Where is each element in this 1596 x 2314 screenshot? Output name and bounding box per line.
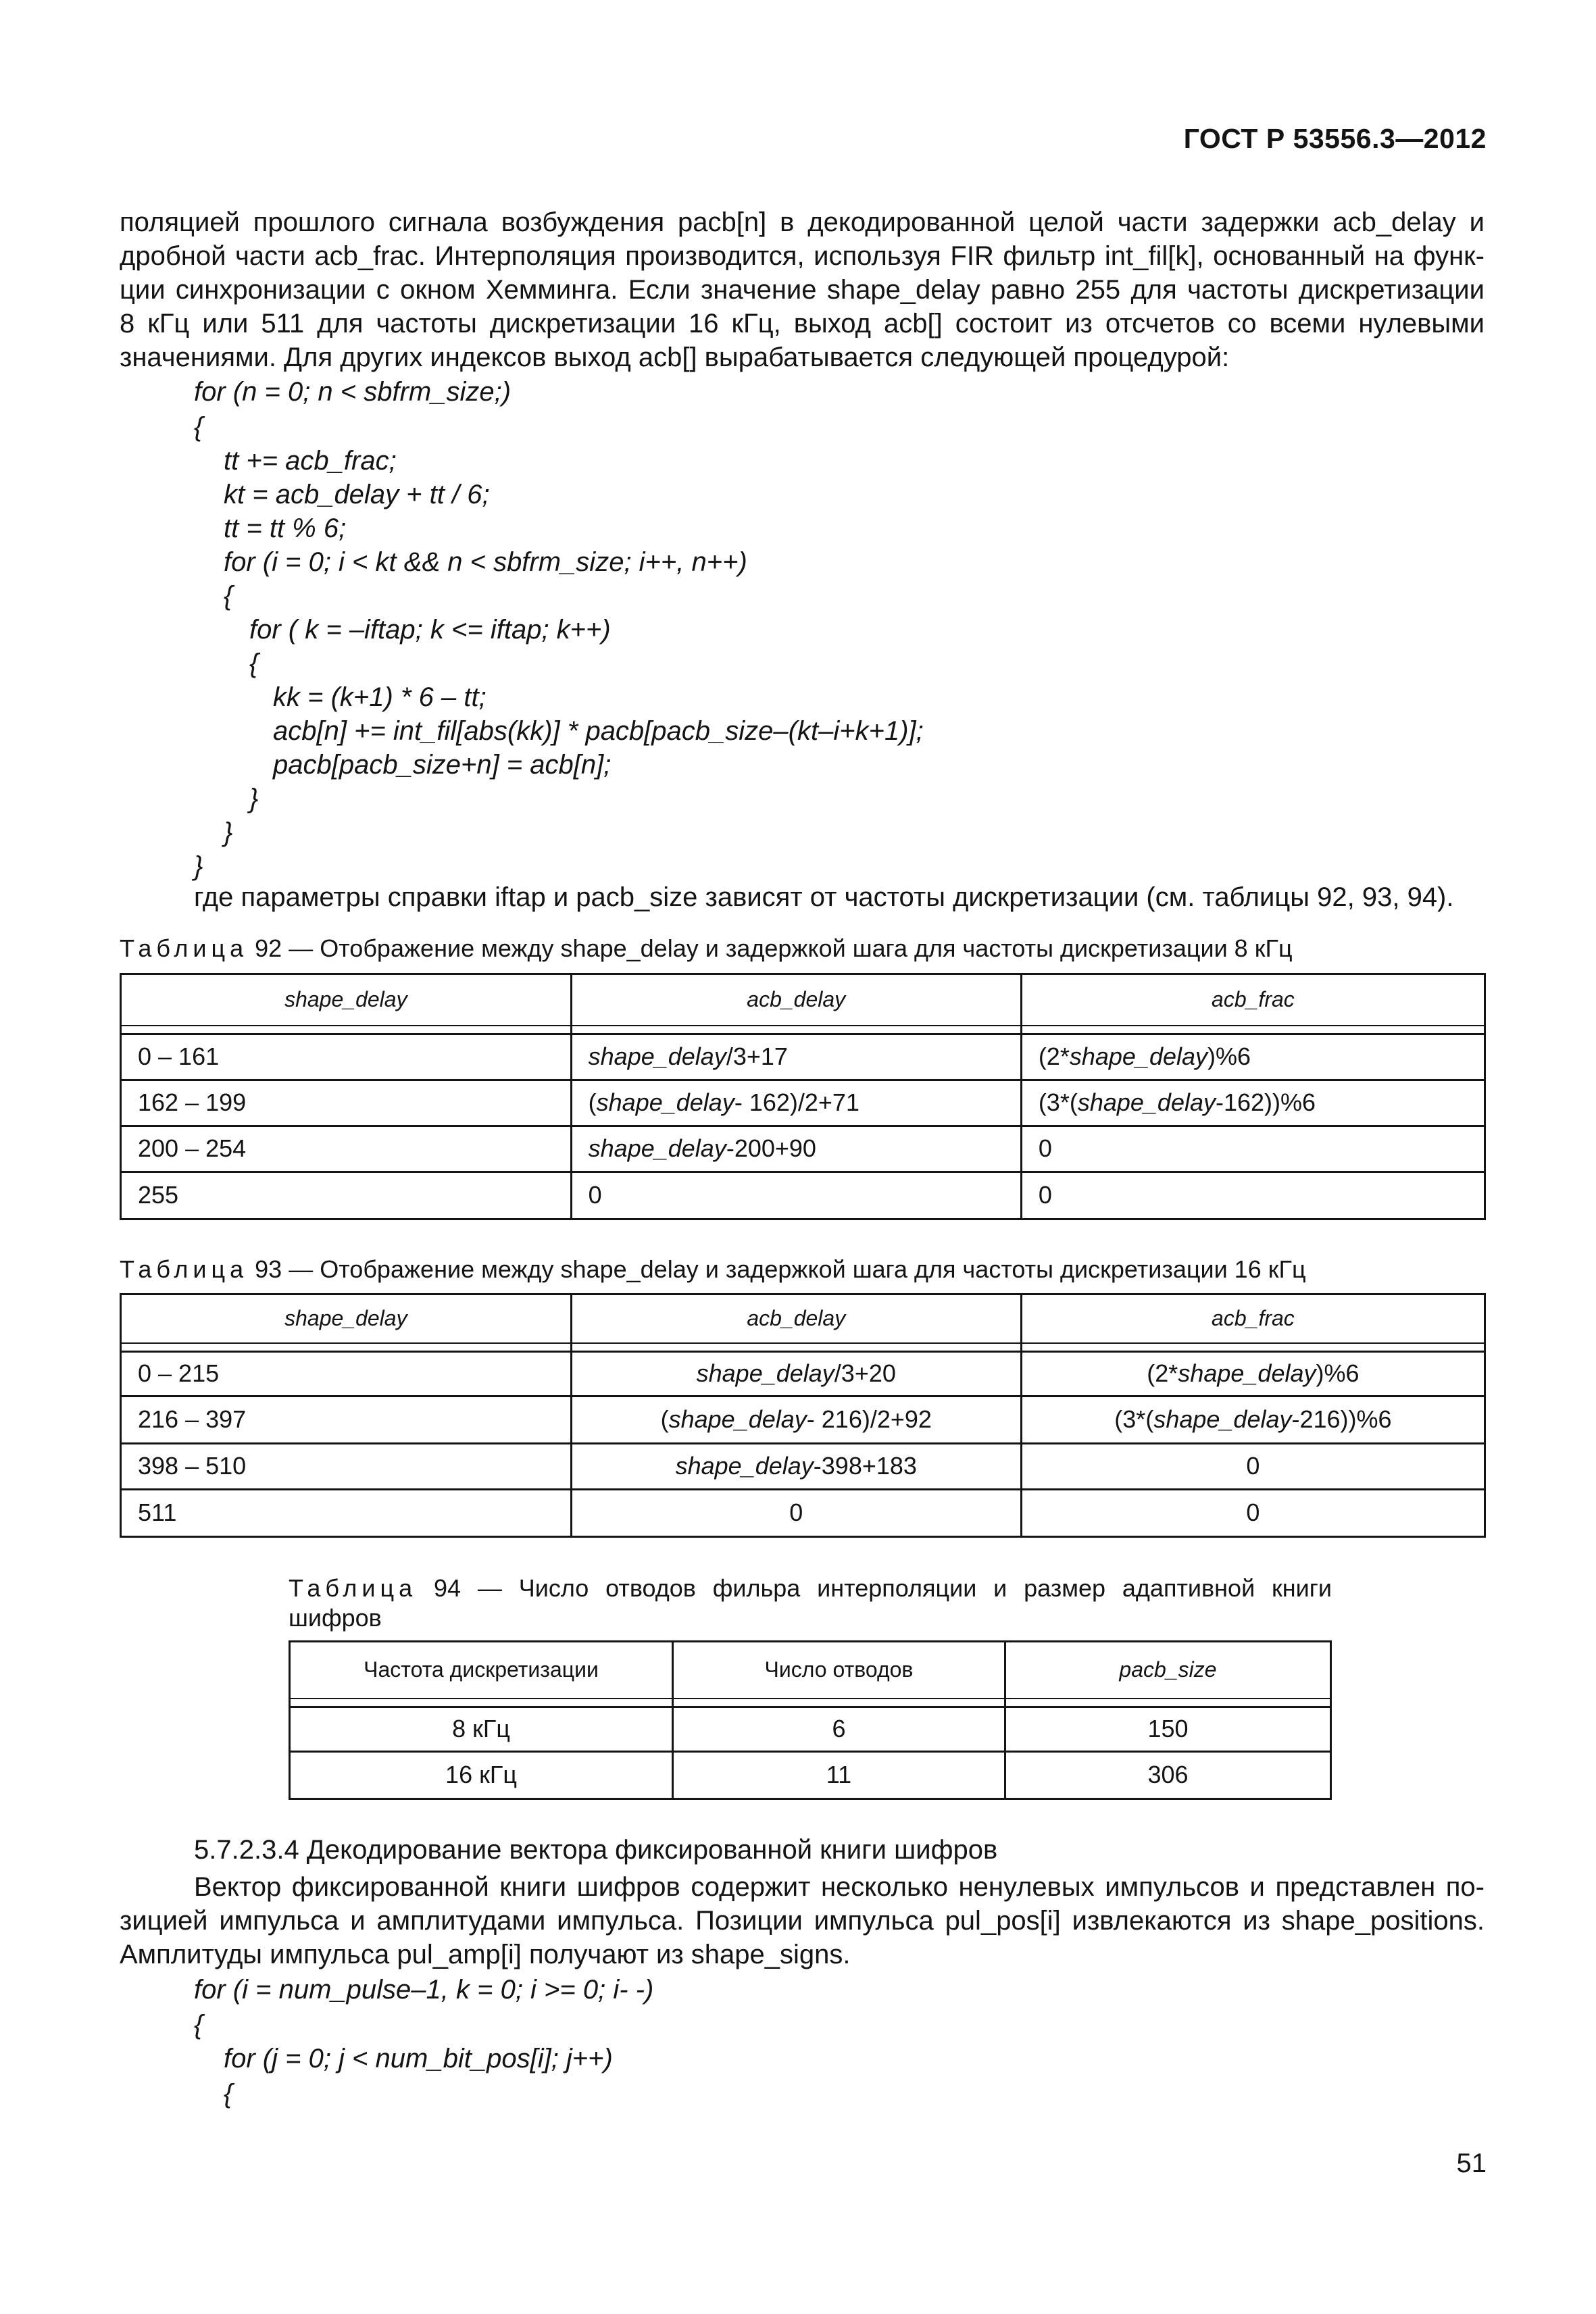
cell-var: shape_delay bbox=[1153, 1405, 1292, 1433]
cell-var: shape_delay bbox=[696, 1359, 834, 1387]
table-cell: 162 – 199 bbox=[121, 1080, 572, 1126]
table-93 bbox=[120, 1293, 1486, 1538]
cell-var: shape_delay bbox=[588, 1134, 726, 1162]
table-row bbox=[290, 1751, 1331, 1799]
caption-label: Таблица bbox=[120, 1255, 249, 1283]
code-line: } bbox=[224, 818, 233, 847]
intro-line: значениями. Для других индексов выход acb[] вырабатывается следующей процедурой: bbox=[120, 343, 1230, 372]
table-row bbox=[290, 1707, 1331, 1751]
intro-line: дробной части acb_frac. Интерполяция производится, используя FIR фильтр int_fil[k], основанный на функ- bbox=[120, 241, 1485, 271]
table-cell: 0 bbox=[1021, 1172, 1485, 1219]
table-cell: (shape_delay- 162)/2+71 bbox=[571, 1080, 1021, 1126]
table-row bbox=[121, 1443, 1485, 1489]
caption-label: Таблица bbox=[120, 934, 249, 962]
cell-var: shape_delay bbox=[675, 1452, 814, 1480]
code-line: acb[n] += int_fil[abs(kk)] * pacb[pacb_size–(kt–i+k+1)]; bbox=[273, 716, 924, 746]
code-line: tt = tt % 6; bbox=[224, 513, 347, 543]
table-cell: shape_delay/3+17 bbox=[571, 1034, 1021, 1080]
column-header: shape_delay bbox=[121, 1294, 572, 1343]
table-row bbox=[121, 1126, 1485, 1172]
table-cell: 0 bbox=[571, 1172, 1021, 1219]
code-line: for ( k = –iftap; k <= iftap; k++) bbox=[249, 615, 611, 645]
column-header: acb_frac bbox=[1021, 1294, 1485, 1343]
parameters-note: где параметры справки iftap и pacb_size зависят от частоты дискретизации (см. таблицы 92, 93, 94). bbox=[194, 882, 1454, 912]
column-header: shape_delay bbox=[121, 974, 572, 1026]
table-cell: 6 bbox=[673, 1707, 1005, 1751]
table-cell: 8 кГц bbox=[290, 1707, 673, 1751]
section-line: зицией импульса и амплитудами импульса. Позиции импульса pul_pos[i] извлекаются из shape_positions. bbox=[120, 1906, 1485, 1936]
table-cell: (2*shape_delay)%6 bbox=[1021, 1034, 1485, 1080]
caption-label: Таблица bbox=[289, 1574, 418, 1602]
table-cell: 150 bbox=[1005, 1707, 1330, 1751]
table-93-caption bbox=[120, 1255, 1306, 1284]
table-92 bbox=[120, 973, 1486, 1220]
document-header: ГОСТ Р 53556.3—2012 bbox=[1183, 123, 1487, 154]
table-cell: 11 bbox=[673, 1751, 1005, 1799]
table-row bbox=[121, 1080, 1485, 1126]
code-line: kt = acb_delay + tt / 6; bbox=[224, 480, 490, 509]
code-line: { bbox=[224, 581, 233, 611]
table-cell: 0 – 161 bbox=[121, 1034, 572, 1080]
section-heading: 5.7.2.3.4 Декодирование вектора фиксированной книги шифров bbox=[194, 1835, 998, 1865]
code-line: { bbox=[249, 649, 259, 678]
table-cell: 0 – 215 bbox=[121, 1351, 572, 1396]
column-header: acb_delay bbox=[571, 1294, 1021, 1343]
table-cell: 0 bbox=[1021, 1489, 1485, 1536]
table-row bbox=[121, 1396, 1485, 1443]
code-line: } bbox=[194, 851, 203, 881]
column-header: acb_frac bbox=[1021, 974, 1485, 1026]
intro-line: поляцией прошлого сигнала возбуждения pacb[n] в декодированной целой части задержки acb_delay и bbox=[120, 207, 1485, 237]
table-cell: (3*(shape_delay-216))%6 bbox=[1021, 1396, 1485, 1443]
table-cell: shape_delay-200+90 bbox=[571, 1126, 1021, 1172]
column-header: Частота дискретизации bbox=[290, 1642, 673, 1699]
column-header: Число отводов bbox=[673, 1642, 1005, 1699]
table-cell: (2*shape_delay)%6 bbox=[1021, 1351, 1485, 1396]
table-94-caption bbox=[289, 1574, 1332, 1603]
code-line: kk = (k+1) * 6 – tt; bbox=[273, 682, 487, 712]
code-line: { bbox=[224, 2079, 233, 2109]
caption-text: 92 — Отображение между shape_delay и задержкой шага для частоты дискретизации 8 кГц bbox=[248, 934, 1293, 962]
column-header: pacb_size bbox=[1005, 1642, 1330, 1699]
cell-var: shape_delay bbox=[588, 1042, 726, 1070]
cell-var: shape_delay bbox=[668, 1405, 807, 1433]
code-line: for (i = 0; i < kt && n < sbfrm_size; i++, n++) bbox=[224, 547, 747, 577]
table-cell: shape_delay-398+183 bbox=[571, 1443, 1021, 1489]
table-94-caption-continued: шифров bbox=[289, 1604, 382, 1632]
caption-text: 94 — Число отводов фильра интерполяции и размер адаптивной книги bbox=[417, 1574, 1332, 1602]
section-line: Амплитуды импульса pul_amp[i] получают из shape_signs. bbox=[120, 1940, 851, 1969]
table-cell: 255 bbox=[121, 1172, 572, 1219]
table-cell: 16 кГц bbox=[290, 1751, 673, 1799]
table-cell: 216 – 397 bbox=[121, 1396, 572, 1443]
table-cell: 306 bbox=[1005, 1751, 1330, 1799]
table-row bbox=[121, 1172, 1485, 1219]
table-cell: shape_delay/3+20 bbox=[571, 1351, 1021, 1396]
table-cell: 398 – 510 bbox=[121, 1443, 572, 1489]
table-94 bbox=[289, 1640, 1332, 1800]
cell-var: shape_delay bbox=[596, 1088, 734, 1116]
code-line: for (n = 0; n < sbfrm_size;) bbox=[194, 377, 512, 407]
cell-var: shape_delay bbox=[1178, 1359, 1316, 1387]
code-line: pacb[pacb_size+n] = acb[n]; bbox=[273, 750, 612, 780]
column-header: acb_delay bbox=[571, 974, 1021, 1026]
table-row bbox=[121, 1034, 1485, 1080]
code-line: tt += acb_frac; bbox=[224, 446, 397, 476]
code-line: { bbox=[194, 2010, 203, 2040]
cell-var: shape_delay bbox=[1069, 1042, 1208, 1070]
table-cell: 0 bbox=[571, 1489, 1021, 1536]
table-cell: 0 bbox=[1021, 1126, 1485, 1172]
code-line: { bbox=[194, 412, 203, 442]
table-92-caption bbox=[120, 934, 1293, 963]
table-cell: 511 bbox=[121, 1489, 572, 1536]
code-line: for (i = num_pulse–1, k = 0; i >= 0; i- -) bbox=[194, 1975, 654, 2005]
table-cell: (3*(shape_delay-162))%6 bbox=[1021, 1080, 1485, 1126]
table-cell: 200 – 254 bbox=[121, 1126, 572, 1172]
code-line: } bbox=[249, 784, 259, 813]
intro-line: 8 кГц или 511 для частоты дискретизации 16 кГц, выход acb[] состоит из отсчетов со всеми нулевыми bbox=[120, 309, 1485, 338]
table-row bbox=[121, 1351, 1485, 1396]
code-line: for (j = 0; j < num_bit_pos[i]; j++) bbox=[224, 2044, 613, 2073]
page-number: 51 bbox=[1456, 2148, 1487, 2178]
caption-text: 93 — Отображение между shape_delay и задержкой шага для частоты дискретизации 16 кГц bbox=[248, 1255, 1306, 1283]
table-cell: 0 bbox=[1021, 1443, 1485, 1489]
intro-paragraph bbox=[120, 205, 1485, 374]
intro-line: ции синхронизации с окном Хемминга. Если значение shape_delay равно 255 для частоты дискретизации bbox=[120, 275, 1485, 305]
table-cell: (shape_delay- 216)/2+92 bbox=[571, 1396, 1021, 1443]
section-paragraph bbox=[120, 1870, 1485, 1971]
section-line: Вектор фиксированной книги шифров содержит несколько ненулевых импульсов и представлен по- bbox=[194, 1872, 1485, 1902]
cell-var: shape_delay bbox=[1077, 1088, 1216, 1116]
table-row bbox=[121, 1489, 1485, 1536]
